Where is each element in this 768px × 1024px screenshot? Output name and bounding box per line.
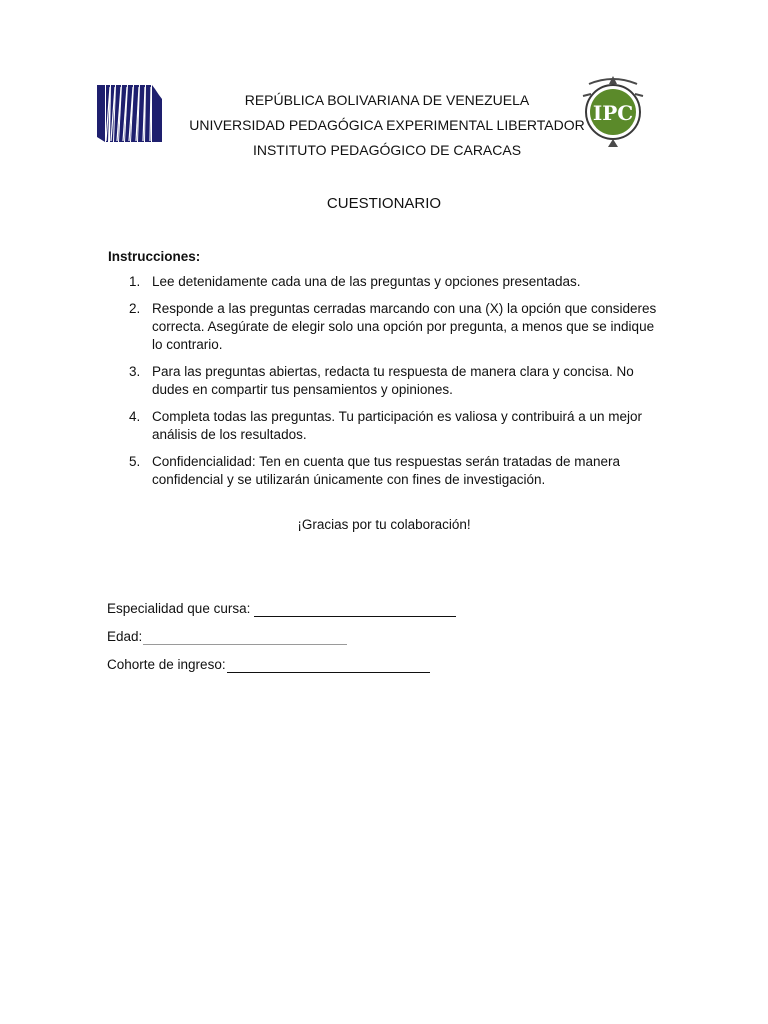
- instruction-text: Completa todas las preguntas. Tu participación es valiosa y contribuirá a un mejor análisis de los resultados.: [152, 409, 643, 442]
- instruction-text: Confidencialidad: Ten en cuenta que tus respuestas serán tratadas de manera confidencial y se utilizarán únicamente con fines de investigación.: [152, 454, 621, 487]
- cohorte-field: [107, 657, 430, 673]
- instruction-item: [0, 408, 768, 444]
- instruction-number: 5.: [129, 454, 141, 469]
- ipc-seal-logo: [579, 76, 647, 148]
- instruction-number: 1.: [129, 274, 141, 289]
- svg-text:IPC: IPC: [592, 101, 634, 125]
- instructions-heading: Instrucciones:: [108, 249, 201, 264]
- instruction-item: [0, 300, 768, 354]
- instruction-item: [0, 273, 768, 291]
- edad-blank[interactable]: [143, 630, 347, 645]
- instruction-number: 2.: [129, 301, 141, 316]
- edad-label: Edad:: [107, 629, 143, 644]
- thanks-message: ¡Gracias por tu colaboración!: [297, 517, 471, 532]
- header-institute: INSTITUTO PEDAGÓGICO DE CARACAS: [252, 142, 522, 158]
- ipc-seal-icon: [579, 76, 647, 148]
- instructions-list: [0, 273, 768, 498]
- instruction-item: [0, 453, 768, 489]
- especialidad-blank[interactable]: [254, 602, 456, 617]
- cohorte-label: Cohorte de ingreso:: [107, 657, 226, 672]
- especialidad-field: [107, 601, 456, 617]
- instruction-text: Lee detenidamente cada una de las preguntas y opciones presentadas.: [152, 274, 581, 289]
- header-university: UNIVERSIDAD PEDAGÓGICA EXPERIMENTAL LIBERTADOR: [189, 117, 585, 133]
- instruction-item: [0, 363, 768, 399]
- edad-field: [107, 629, 347, 645]
- especialidad-label: Especialidad que cursa:: [107, 601, 251, 616]
- instruction-number: 3.: [129, 364, 141, 379]
- instruction-text: Para las preguntas abiertas, redacta tu respuesta de manera clara y concisa. No dudes en compartir tus pensamientos y opiniones.: [152, 364, 634, 397]
- document-title: CUESTIONARIO: [326, 195, 442, 212]
- instruction-text: Responde a las preguntas cerradas marcando con una (X) la opción que consideres correcta. Asegúrate de elegir solo una opción por pregunta, a menos que se indique lo contrario.: [152, 301, 657, 352]
- cohorte-blank[interactable]: [227, 658, 430, 673]
- header-republic: REPÚBLICA BOLIVARIANA DE VENEZUELA: [244, 92, 530, 108]
- instruction-number: 4.: [129, 409, 141, 424]
